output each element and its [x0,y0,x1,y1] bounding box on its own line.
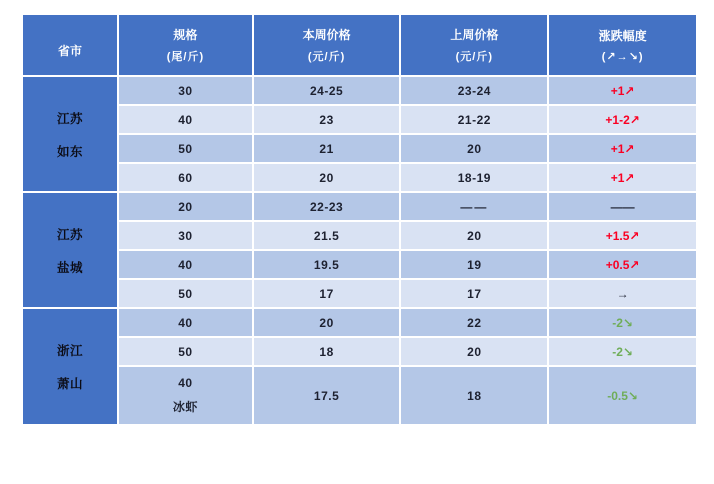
header-province-label: 省市 [58,43,83,58]
header-this-week-label: 本周价格 [302,27,351,42]
table-row [22,250,697,279]
cell-last-week: 21-22 [400,105,548,134]
cell-spec: 50 [118,337,253,366]
shrimp-price-table [21,13,698,426]
region-line2: 如东 [57,144,84,159]
table-row [22,163,697,192]
region-cell-jiangsu-rudong [22,76,118,192]
spec-size: 40 [178,375,193,390]
cell-this-week: 21.5 [253,221,401,250]
cell-this-week: 23 [253,105,401,134]
header-spec-unit: (尾/斤) [166,51,205,64]
cell-this-week: 21 [253,134,401,163]
cell-change: -2↘ [548,308,697,337]
cell-spec-ice-shrimp [118,366,253,425]
table-row [22,76,697,105]
cell-change: +0.5↗ [548,250,697,279]
cell-this-week: 20 [253,308,401,337]
cell-spec: 50 [118,134,253,163]
cell-last-week: 20 [400,221,548,250]
region-line2: 盐城 [57,260,84,275]
region-line1: 江苏 [57,111,84,126]
cell-this-week: 20 [253,163,401,192]
cell-change: → [548,279,697,308]
cell-change: -2↘ [548,337,697,366]
header-this-week [253,14,401,76]
cell-last-week: —— [400,192,548,221]
cell-this-week: 24-25 [253,76,401,105]
cell-this-week: 19.5 [253,250,401,279]
cell-this-week: 17 [253,279,401,308]
cell-last-week: 20 [400,134,548,163]
cell-spec: 50 [118,279,253,308]
cell-last-week: 18-19 [400,163,548,192]
region-cell-zhejiang-xiaoshan [22,308,118,425]
cell-last-week: 19 [400,250,548,279]
cell-spec: 30 [118,76,253,105]
table-row [22,366,697,425]
header-this-week-unit: (元/斤) [307,51,346,64]
region-line1: 浙江 [57,344,84,358]
header-change-label: 涨跌幅度 [598,28,647,43]
header-row [22,14,697,76]
cell-this-week: 22-23 [253,192,401,221]
spec-type: 冰虾 [172,400,198,415]
table-row [22,221,697,250]
table-row [22,337,697,366]
region-line2: 萧山 [57,377,84,391]
header-spec [118,14,253,76]
table-row [22,105,697,134]
cell-spec: 30 [118,221,253,250]
cell-last-week: 20 [400,337,548,366]
table-row [22,134,697,163]
header-last-week-unit: (元/斤) [455,51,494,64]
cell-last-week: 17 [400,279,548,308]
cell-last-week: 22 [400,308,548,337]
table-row [22,192,697,221]
region-cell-jiangsu-yancheng [22,192,118,308]
header-last-week-label: 上周价格 [450,27,499,42]
cell-spec: 40 [118,250,253,279]
cell-change: +1↗ [548,76,697,105]
cell-last-week: 23-24 [400,76,548,105]
header-last-week [400,14,548,76]
table-row [22,279,697,308]
cell-this-week: 18 [253,337,401,366]
cell-spec: 40 [118,105,253,134]
cell-this-week: 17.5 [253,366,401,425]
table-row [22,308,697,337]
header-province [22,14,118,76]
cell-spec: 20 [118,192,253,221]
header-change-arrows: (↗→↘) [601,51,644,64]
cell-change: +1.5↗ [548,221,697,250]
cell-change: +1↗ [548,134,697,163]
header-change [548,14,697,76]
cell-spec: 60 [118,163,253,192]
cell-change: +1↗ [548,163,697,192]
cell-change: +1-2↗ [548,105,697,134]
cell-last-week: 18 [400,366,548,425]
header-spec-label: 规格 [173,27,198,42]
region-line1: 江苏 [57,227,84,242]
cell-spec: 40 [118,308,253,337]
cell-change: —— [548,192,697,221]
cell-change: -0.5↘ [548,366,697,425]
